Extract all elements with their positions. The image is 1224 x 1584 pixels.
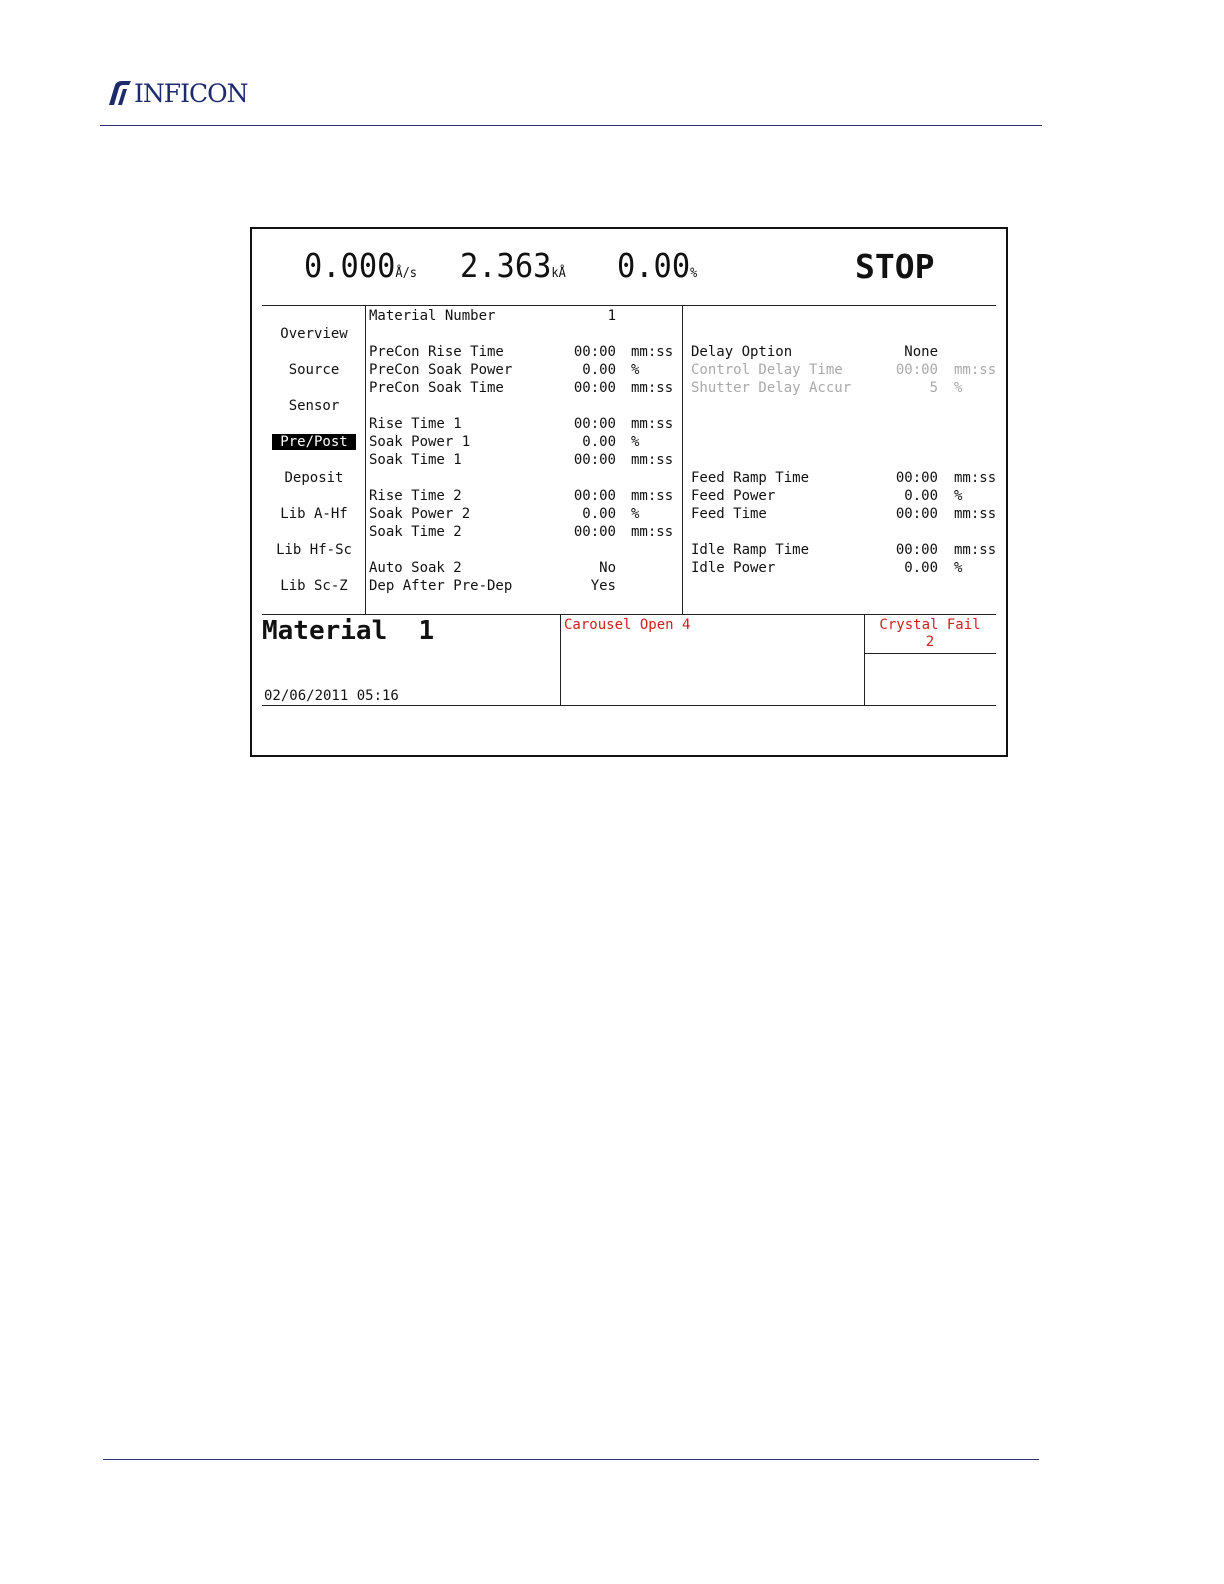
param-value[interactable]: 00:00 bbox=[895, 470, 938, 486]
param-unit: mm:ss bbox=[631, 524, 674, 540]
thickness-unit: kÅ bbox=[551, 266, 566, 281]
material-value: 1 bbox=[418, 616, 435, 646]
thickness-readout bbox=[460, 246, 566, 285]
param-value[interactable]: Yes bbox=[590, 578, 616, 594]
param-label: PreCon Soak Power bbox=[369, 362, 513, 378]
nav-divider bbox=[365, 305, 366, 614]
thickness-value: 2.363 bbox=[460, 246, 552, 285]
header-rule bbox=[100, 125, 1042, 126]
param-label: PreCon Soak Time bbox=[369, 380, 504, 396]
nav-item-pre-post[interactable]: Pre/Post bbox=[262, 434, 366, 450]
param-value[interactable]: 0.00 bbox=[582, 362, 616, 378]
param-unit: mm:ss bbox=[631, 416, 674, 432]
param-value: 5 bbox=[929, 380, 938, 396]
param-unit: mm:ss bbox=[631, 380, 674, 396]
footer-top-divider bbox=[262, 614, 996, 615]
crystal-fail-number: 2 bbox=[925, 634, 935, 650]
param-value[interactable]: 0.00 bbox=[904, 488, 938, 504]
param-unit: mm:ss bbox=[954, 542, 997, 558]
date-time: 02/06/2011 05:16 bbox=[264, 688, 399, 704]
param-label: Soak Time 2 bbox=[369, 524, 462, 540]
param-unit: mm:ss bbox=[954, 470, 997, 486]
nav-item-deposit[interactable]: Deposit bbox=[284, 470, 344, 486]
rate-readout bbox=[304, 246, 417, 285]
param-value[interactable]: 00:00 bbox=[573, 452, 616, 468]
power-unit: % bbox=[690, 266, 698, 281]
material-label: Material bbox=[262, 616, 388, 646]
param-label: Feed Power bbox=[691, 488, 776, 504]
param-value[interactable]: 0.00 bbox=[904, 560, 938, 576]
nav-item-lib-a-hf[interactable]: Lib A-Hf bbox=[280, 506, 348, 522]
inficon-logo-mark-icon bbox=[106, 79, 132, 107]
param-value: 00:00 bbox=[895, 362, 938, 378]
crystal-fail-alarm: Crystal Fail bbox=[879, 617, 981, 633]
param-value[interactable]: No bbox=[599, 560, 616, 576]
param-value[interactable]: 00:00 bbox=[895, 542, 938, 558]
param-unit: mm:ss bbox=[631, 452, 674, 468]
footer-divider-left bbox=[560, 614, 561, 705]
param-unit: mm:ss bbox=[954, 362, 997, 378]
param-value[interactable]: 0.00 bbox=[582, 506, 616, 522]
param-label: Rise Time 2 bbox=[369, 488, 462, 504]
alarm-right-divider bbox=[864, 653, 996, 654]
param-label: Feed Time bbox=[691, 506, 767, 522]
footer-rule bbox=[103, 1459, 1039, 1460]
param-value[interactable]: 00:00 bbox=[573, 380, 616, 396]
nav-item-source[interactable]: Source bbox=[288, 362, 340, 378]
param-unit: % bbox=[631, 362, 640, 378]
param-value[interactable]: None bbox=[904, 344, 938, 360]
param-label: Feed Ramp Time bbox=[691, 470, 810, 486]
param-label: Control Delay Time bbox=[691, 362, 843, 378]
nav-item-lib-hf-sc[interactable]: Lib Hf-Sc bbox=[276, 542, 352, 558]
power-value: 0.00 bbox=[617, 246, 691, 285]
param-label: Rise Time 1 bbox=[369, 416, 462, 432]
param-value[interactable]: 00:00 bbox=[573, 344, 616, 360]
state-indicator: STOP bbox=[855, 247, 935, 286]
controller-screen bbox=[250, 227, 1008, 757]
footer-bottom-divider bbox=[262, 705, 996, 706]
param-unit: mm:ss bbox=[954, 506, 997, 522]
param-unit: % bbox=[631, 434, 640, 450]
param-label: PreCon Rise Time bbox=[369, 344, 504, 360]
status-divider bbox=[262, 305, 996, 306]
param-label: Idle Ramp Time bbox=[691, 542, 810, 558]
param-unit: % bbox=[954, 488, 963, 504]
material-number-label: Material Number bbox=[369, 308, 496, 324]
param-unit: % bbox=[631, 506, 640, 522]
param-unit: % bbox=[954, 380, 963, 396]
material-number-value[interactable]: 1 bbox=[607, 308, 616, 324]
param-value[interactable]: 0.00 bbox=[582, 434, 616, 450]
inficon-logo bbox=[106, 78, 247, 108]
param-value[interactable]: 00:00 bbox=[895, 506, 938, 522]
rate-unit: Å/s bbox=[395, 266, 418, 281]
power-readout bbox=[617, 246, 697, 285]
brand-name: INFICON bbox=[134, 78, 248, 108]
param-unit: % bbox=[954, 560, 963, 576]
rate-value: 0.000 bbox=[304, 246, 396, 285]
param-label: Shutter Delay Accur bbox=[691, 380, 852, 396]
param-label: Soak Time 1 bbox=[369, 452, 462, 468]
column-divider bbox=[682, 305, 683, 614]
param-label: Soak Power 1 bbox=[369, 434, 471, 450]
param-label: Dep After Pre-Dep bbox=[369, 578, 513, 594]
param-label: Soak Power 2 bbox=[369, 506, 471, 522]
param-label: Delay Option bbox=[691, 344, 793, 360]
material-title bbox=[262, 616, 434, 646]
param-value[interactable]: 00:00 bbox=[573, 488, 616, 504]
nav-item-overview[interactable]: Overview bbox=[280, 326, 348, 342]
param-value[interactable]: 00:00 bbox=[573, 524, 616, 540]
param-unit: mm:ss bbox=[631, 344, 674, 360]
param-label: Auto Soak 2 bbox=[369, 560, 462, 576]
param-label: Idle Power bbox=[691, 560, 776, 576]
alarm-message: Carousel Open 4 bbox=[564, 617, 691, 633]
param-unit: mm:ss bbox=[631, 488, 674, 504]
nav-item-lib-sc-z[interactable]: Lib Sc-Z bbox=[280, 578, 348, 594]
nav-item-sensor[interactable]: Sensor bbox=[288, 398, 340, 414]
param-value[interactable]: 00:00 bbox=[573, 416, 616, 432]
